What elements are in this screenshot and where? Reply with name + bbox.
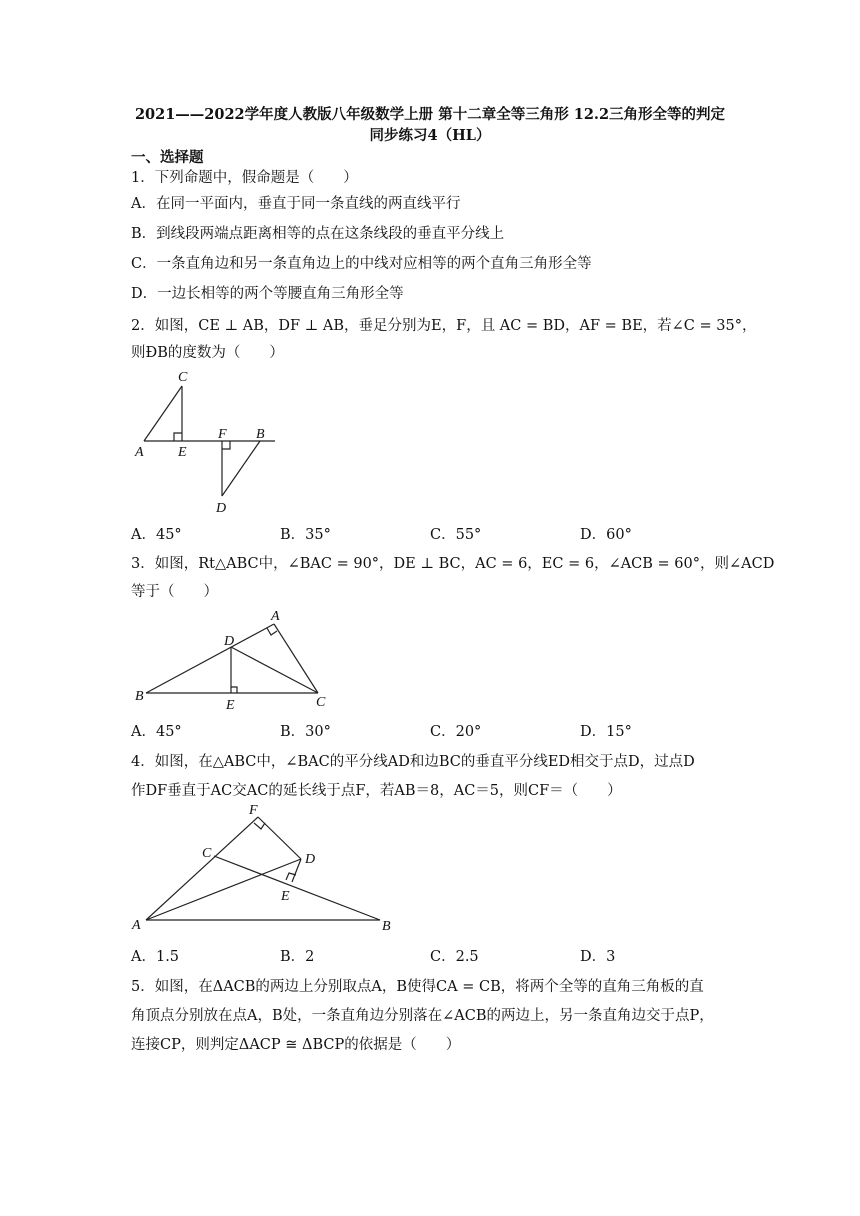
q5-stem-line2: 角顶点分别放在点A，B处，一条直角边分别落在∠ACB的两边上，另一条直角边交于点P，	[131, 1008, 714, 1024]
q4-right-angle-f	[254, 823, 265, 829]
q2-right-angle-e	[174, 433, 182, 441]
q1-stem: 1．下列命题中，假命题是（ ）	[131, 170, 358, 186]
q4-label-f: F	[249, 803, 258, 818]
q1-option-c: C．一条直角边和另一条直角边上的中线对应相等的两个直角三角形全等	[131, 256, 592, 272]
q5-stem-line3: 连接CP，则判定ΔACP ≅ ΔBCP的依据是（ ）	[131, 1037, 461, 1053]
q4-option-d: D．3	[580, 949, 616, 965]
q2-option-b: B．35°	[280, 527, 331, 543]
q3-option-c: C．20°	[430, 724, 482, 740]
q3-line-dc	[231, 647, 318, 693]
q2-label-a: A	[135, 445, 144, 460]
q3-line-ac	[274, 624, 318, 693]
q3-label-e: E	[226, 698, 235, 713]
q4-stem-line2: 作DF垂直于AC交AC的延长线于点F，若AB＝8，AC＝5，则CF＝（ ）	[131, 783, 622, 799]
q3-line-ba	[146, 624, 274, 693]
q4-line-af	[146, 817, 258, 920]
q2-label-b: B	[256, 427, 265, 442]
q2-option-d: D．60°	[580, 527, 632, 543]
q3-stem-line2: 等于（ ）	[131, 584, 218, 600]
q2-option-a: A．45°	[131, 527, 182, 543]
q3-figure	[130, 605, 340, 714]
q4-option-c: C．2.5	[430, 949, 479, 965]
q2-option-c: C．55°	[430, 527, 482, 543]
q5-stem-line1: 5．如图，在ΔACB的两边上分别取点A，B使得CA = CB，将两个全等的直角三角板的直	[131, 979, 704, 995]
q4-label-b: B	[382, 919, 391, 934]
q3-stem-line1: 3．如图，Rt△ABC中，∠BAC = 90°，DE ⊥ BC，AC = 6，EC = 6，∠ACB = 60°，则∠ACD	[131, 556, 775, 572]
q4-label-e: E	[281, 889, 290, 904]
q2-label-d: D	[216, 501, 227, 516]
q2-label-f: F	[218, 427, 227, 442]
q4-stem-line1: 4．如图，在△ABC中，∠BAC的平分线AD和边BC的垂直平分线ED相交于点D，过点D	[131, 754, 695, 770]
q3-label-b: B	[135, 689, 144, 704]
q1-option-b: B．到线段两端点距离相等的点在这条线段的垂直平分线上	[131, 226, 505, 242]
q3-right-angle-a	[267, 628, 277, 635]
q1-option-a: A．在同一平面内，垂直于同一条直线的两直线平行	[131, 196, 461, 212]
document-title-line2: 同步练习4（HL）	[369, 127, 491, 144]
q3-option-d: D．15°	[580, 724, 632, 740]
q3-option-b: B．30°	[280, 724, 331, 740]
q4-label-a: A	[132, 918, 141, 933]
q4-label-d: D	[305, 852, 316, 867]
q2-figure	[130, 368, 290, 522]
q3-label-c: C	[316, 695, 326, 710]
q1-option-d: D．一边长相等的两个等腰直角三角形全等	[131, 286, 404, 302]
q2-stem-line2: 则ÐB的度数为（ ）	[131, 345, 284, 361]
q3-label-a: A	[271, 609, 280, 624]
q3-right-angle-e	[231, 687, 237, 693]
q2-label-e: E	[178, 445, 187, 460]
section-heading: 一、选择题	[131, 149, 204, 166]
q2-right-angle-f	[222, 441, 230, 449]
q4-figure	[130, 800, 410, 939]
q4-line-cb	[214, 856, 380, 920]
q4-option-b: B．2	[280, 949, 315, 965]
q4-line-ad	[146, 859, 301, 920]
q2-stem-line1: 2．如图，CE ⊥ AB，DF ⊥ AB，垂足分别为E，F，且 AC = BD，AF = BE，若∠C = 35°，	[131, 318, 757, 334]
document-title-line1: 2021——2022学年度人教版八年级数学上册 第十二章全等三角形 12.2三角形全等的判定	[134, 106, 726, 123]
q3-option-a: A．45°	[131, 724, 182, 740]
q3-label-d: D	[224, 634, 235, 649]
q2-label-c: C	[178, 370, 188, 385]
q4-option-a: A．1.5	[131, 949, 180, 965]
q4-label-c: C	[202, 846, 212, 861]
